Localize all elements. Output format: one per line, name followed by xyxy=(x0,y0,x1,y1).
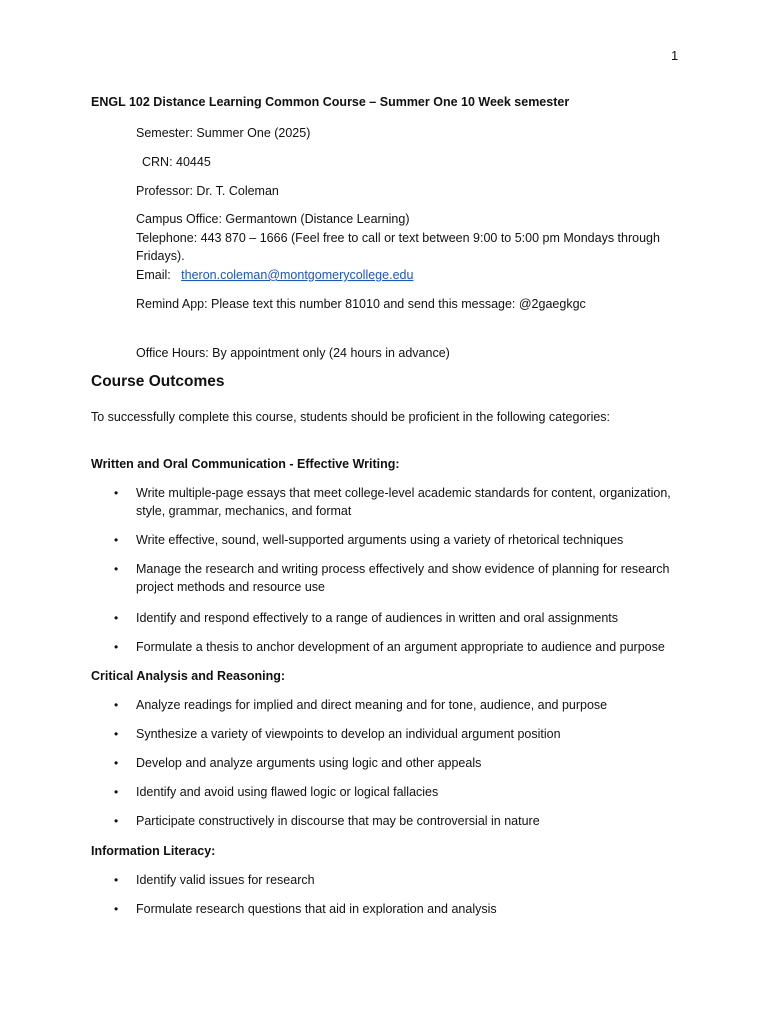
course-outcomes-heading: Course Outcomes xyxy=(91,373,225,390)
list-item: • Write effective, sound, well-supported arguments using a variety of rhetorical techniques xyxy=(136,531,686,549)
professor-line: Professor: Dr. T. Coleman xyxy=(136,184,279,198)
list-item: • Analyze readings for implied and direct meaning and for tone, audience, and purpose xyxy=(136,696,686,714)
list-item: • Formulate research questions that aid in exploration and analysis xyxy=(136,900,686,918)
list-item: • Develop and analyze arguments using logic and other appeals xyxy=(136,754,686,772)
list-item: • Participate constructively in discourse that may be controversial in nature xyxy=(136,812,686,830)
office-hours-line: Office Hours: By appointment only (24 hours in advance) xyxy=(136,346,450,360)
outcomes-intro: To successfully complete this course, students should be proficient in the following categories: xyxy=(91,410,611,424)
page-number: 1 xyxy=(671,48,679,63)
list-item: • Formulate a thesis to anchor development of an argument appropriate to audience and purpose xyxy=(136,638,686,656)
section-heading-information-literacy: Information Literacy: xyxy=(91,844,216,858)
document-title: ENGL 102 Distance Learning Common Course – Summer One 10 Week semester xyxy=(91,95,570,109)
section-heading-written-oral: Written and Oral Communication - Effective Writing: xyxy=(91,457,400,471)
telephone-line-continued: Fridays). xyxy=(136,249,185,263)
email-link[interactable]: theron.coleman@montgomerycollege.edu xyxy=(181,268,414,282)
email-label: Email: xyxy=(136,268,171,282)
list-item: • Identify and respond effectively to a range of audiences in written and oral assignments xyxy=(136,609,686,627)
list-item: • Synthesize a variety of viewpoints to develop an individual argument position xyxy=(136,725,686,743)
campus-office-line: Campus Office: Germantown (Distance Learning) xyxy=(136,212,410,226)
list-item: • Manage the research and writing process effectively and show evidence of planning for research project methods and resource use xyxy=(136,560,686,596)
section-heading-critical-analysis: Critical Analysis and Reasoning: xyxy=(91,669,286,683)
telephone-line: Telephone: 443 870 – 1666 (Feel free to call or text between 9:00 to 5:00 pm Mondays through xyxy=(136,231,660,245)
list-item: • Write multiple-page essays that meet college-level academic standards for content, organization, style, grammar, mechanics, and format xyxy=(136,484,686,520)
remind-app-line: Remind App: Please text this number 81010 and send this message: @2gaegkgc xyxy=(136,297,586,311)
crn-line: CRN: 40445 xyxy=(142,155,211,169)
list-item: • Identify and avoid using flawed logic or logical fallacies xyxy=(136,783,686,801)
email-line xyxy=(136,266,413,284)
semester-line: Semester: Summer One (2025) xyxy=(136,126,311,140)
list-item: • Identify valid issues for research xyxy=(136,871,686,889)
